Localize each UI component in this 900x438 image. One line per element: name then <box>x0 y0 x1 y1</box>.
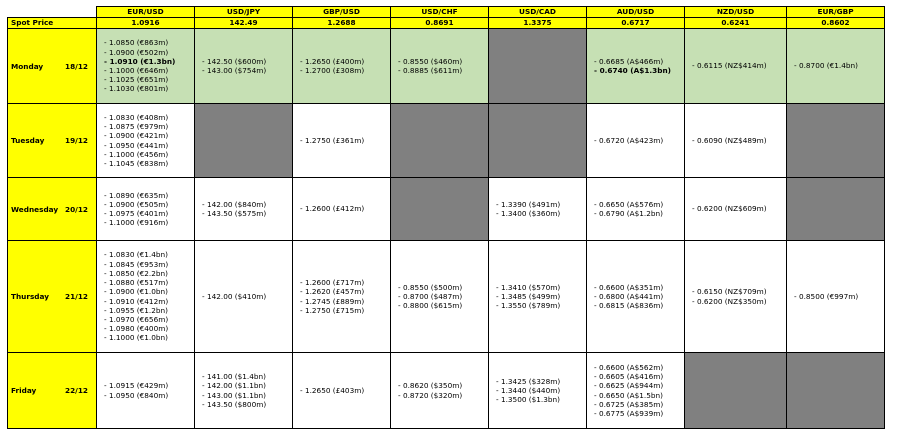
expiry-cell <box>587 241 685 353</box>
expiry-entry: - 1.2600 (£717m) <box>300 278 365 288</box>
expiry-entry: - 143.00 ($754m) <box>202 66 267 75</box>
spot-price-value: 0.8691 <box>391 18 489 29</box>
expiry-entry: - 1.2620 (£457m) <box>300 287 365 297</box>
expiry-entry: - 143.50 ($575m) <box>202 209 267 218</box>
spot-price-value: 1.0916 <box>97 18 195 29</box>
expiry-cell <box>685 104 787 178</box>
expiry-entry: - 0.6790 (A$1.2bn) <box>594 209 663 218</box>
expiry-entry: - 1.3410 ($570m) <box>496 282 561 292</box>
spot-price-value: 1.2688 <box>293 18 391 29</box>
expiry-entry: - 1.3500 ($1.3bn) <box>496 395 561 405</box>
expiry-entry: - 1.2750 (£715m) <box>300 305 365 315</box>
expiry-entry: - 1.0880 (€517m) <box>104 278 169 288</box>
expiry-entry: - 1.0900 (€505m) <box>104 199 169 209</box>
spot-price-label: Spot Price <box>8 18 97 29</box>
expiry-entry: - 0.6600 (A$562m) <box>594 362 664 372</box>
corner-cell <box>8 7 97 18</box>
expiry-entry: - 1.2750 (£361m) <box>300 135 365 145</box>
expiry-entry: - 0.6625 (A$944m) <box>594 381 664 391</box>
day-name: Wednesday <box>11 204 59 214</box>
expiry-entry: - 1.0850 (€2.2bn) <box>104 268 169 278</box>
expiry-cell <box>293 241 391 353</box>
expiry-entry: - 0.6090 (NZ$489m) <box>692 135 767 145</box>
expiry-entry: - 1.0900 (€1.0bn) <box>104 287 169 297</box>
expiry-cell <box>97 353 195 429</box>
expiry-entry: - 1.2650 (£403m) <box>300 385 365 395</box>
day-date: 22/12 <box>65 386 88 395</box>
empty-cell <box>787 104 885 178</box>
expiry-cell <box>293 353 391 429</box>
expiry-entry: - 142.00 ($840m) <box>202 199 267 209</box>
expiry-entry: - 1.0850 (€863m) <box>104 38 169 48</box>
day-row <box>8 241 885 353</box>
expiry-entry: - 1.0910 (€412m) <box>104 296 169 306</box>
expiry-cell <box>97 241 195 353</box>
day-label-cell <box>8 241 97 353</box>
expiry-cell <box>391 353 489 429</box>
expiry-entry: - 0.8700 ($487m) <box>398 291 463 301</box>
col-header: USD/JPY <box>195 7 293 18</box>
expiry-entry: - 1.0890 (€635m) <box>104 190 169 200</box>
expiry-entry: - 0.6685 (A$466m) <box>594 56 664 66</box>
expiry-entry: - 143.50 ($800m) <box>202 399 267 409</box>
day-date: 18/12 <box>65 61 88 71</box>
day-row <box>8 29 885 104</box>
expiry-cell <box>195 353 293 429</box>
expiry-entry: - 1.0900 (€502m) <box>104 47 169 57</box>
expiry-entry: - 142.50 ($600m) <box>202 56 267 66</box>
expiry-entry: - 0.6200 (NZ$350m) <box>692 296 767 306</box>
expiry-cell <box>391 29 489 104</box>
expiry-cell <box>195 29 293 104</box>
expiry-cell <box>293 104 391 178</box>
expiry-entry: - 0.8885 ($611m) <box>398 66 463 75</box>
expiry-cell <box>97 104 195 178</box>
expiry-cell <box>685 29 787 104</box>
day-name: Thursday <box>11 292 49 301</box>
expiry-entry: - 0.6650 (A$576m) <box>594 199 664 209</box>
expiry-entry: - 0.6775 (A$939m) <box>594 408 664 418</box>
expiry-entry: - 1.1030 (€801m) <box>104 84 169 94</box>
expiry-entry: - 1.1000 (€1.0bn) <box>104 333 169 343</box>
expiry-cell <box>587 104 685 178</box>
expiry-entry: - 0.6720 (A$423m) <box>594 135 664 145</box>
expiry-entry: - 1.0975 (€401m) <box>104 209 169 218</box>
day-date: 21/12 <box>65 292 88 301</box>
expiry-entry: - 1.0980 (€400m) <box>104 324 169 334</box>
day-label-cell <box>8 29 97 104</box>
expiry-entry: - 1.1000 (€456m) <box>104 149 169 159</box>
col-header: EUR/GBP <box>787 7 885 18</box>
expiry-entry: - 1.1000 (€646m) <box>104 66 169 75</box>
expiry-cell <box>685 178 787 241</box>
expiry-entry: - 1.1045 (€838m) <box>104 158 169 168</box>
expiry-entry: - 1.0950 (€840m) <box>104 390 169 400</box>
col-header: EUR/USD <box>97 7 195 18</box>
expiry-entry: - 0.6650 (A$1.5bn) <box>594 390 663 400</box>
col-header: NZD/USD <box>685 7 787 18</box>
empty-cell <box>195 104 293 178</box>
expiry-entry: - 0.8550 ($460m) <box>398 56 463 66</box>
expiry-entry: - 142.00 ($1.1bn) <box>202 381 267 391</box>
expiry-entry: - 0.8720 ($320m) <box>398 390 463 400</box>
col-header: USD/CHF <box>391 7 489 18</box>
expiry-entry: - 0.6815 (A$836m) <box>594 301 664 311</box>
expiry-entry: - 1.0875 (€979m) <box>104 122 169 132</box>
expiry-entry: - 1.3440 ($440m) <box>496 385 561 395</box>
expiry-entry: - 1.0900 (€421m) <box>104 131 169 141</box>
expiry-cell <box>587 353 685 429</box>
empty-cell <box>787 178 885 241</box>
empty-cell <box>787 353 885 429</box>
col-header: AUD/USD <box>587 7 685 18</box>
empty-cell <box>685 353 787 429</box>
spot-price-value: 0.8602 <box>787 18 885 29</box>
expiry-entry: - 1.0845 (€953m) <box>104 259 169 269</box>
expiry-entry: - 143.00 ($1.1bn) <box>202 390 267 400</box>
expiry-entry: - 1.2600 (£412m) <box>300 204 365 214</box>
spot-price-value: 142.49 <box>195 18 293 29</box>
expiry-cell <box>787 241 885 353</box>
expiry-cell <box>97 29 195 104</box>
expiry-entry: - 0.6200 (NZ$609m) <box>692 204 767 214</box>
expiry-entry: - 0.8800 ($615m) <box>398 301 463 311</box>
expiry-cell <box>787 29 885 104</box>
expiry-entry: - 0.6150 (NZ$709m) <box>692 287 767 297</box>
spot-price-row <box>8 18 885 29</box>
expiry-entry: - 1.0970 (€656m) <box>104 314 169 324</box>
expiry-entry: - 142.00 ($410m) <box>202 291 267 301</box>
empty-cell <box>391 178 489 241</box>
expiry-cell <box>489 241 587 353</box>
expiry-entry: - 1.0950 (€441m) <box>104 140 169 150</box>
expiry-cell <box>97 178 195 241</box>
expiry-entry: - 0.8500 (€997m) <box>794 291 859 301</box>
expiry-entry: - 0.8550 ($500m) <box>398 282 463 292</box>
expiry-entry: - 1.3390 ($491m) <box>496 199 561 209</box>
expiry-entry: - 1.2745 (£889m) <box>300 296 365 306</box>
day-label-cell <box>8 178 97 241</box>
expiry-entry: - 1.3400 ($360m) <box>496 209 561 218</box>
expiry-entry: - 0.6605 (A$416m) <box>594 372 664 382</box>
expiry-entry: - 1.0915 (€429m) <box>104 381 169 391</box>
header-row <box>8 7 885 18</box>
expiry-cell <box>293 178 391 241</box>
expiry-cell <box>195 241 293 353</box>
expiry-entry: - 0.6725 (A$385m) <box>594 399 664 409</box>
day-label-cell <box>8 104 97 178</box>
empty-cell <box>489 104 587 178</box>
expiry-cell <box>587 29 685 104</box>
spot-price-value: 0.6241 <box>685 18 787 29</box>
expiry-cell <box>293 29 391 104</box>
expiry-cell <box>391 241 489 353</box>
fx-expiries-table <box>7 6 885 429</box>
day-name: Friday <box>11 386 37 395</box>
day-date: 19/12 <box>65 136 88 145</box>
expiry-entry: - 1.3550 ($789m) <box>496 301 561 311</box>
col-header: GBP/USD <box>293 7 391 18</box>
empty-cell <box>391 104 489 178</box>
expiry-cell <box>587 178 685 241</box>
day-date: 20/12 <box>65 204 88 214</box>
day-row <box>8 104 885 178</box>
expiry-entry: - 1.0955 (€1.2bn) <box>104 305 169 315</box>
expiry-entry: - 1.2700 (£308m) <box>300 66 365 75</box>
day-row <box>8 178 885 241</box>
expiry-entry: - 0.8620 ($350m) <box>398 381 463 391</box>
expiry-entry: - 0.6115 (NZ$414m) <box>692 61 767 71</box>
day-name: Monday <box>11 61 44 71</box>
day-name: Tuesday <box>11 136 45 145</box>
expiry-entry: - 1.1000 (€916m) <box>104 218 169 228</box>
expiry-cell <box>489 353 587 429</box>
expiry-entry: - 1.3485 ($499m) <box>496 291 561 301</box>
day-label-cell <box>8 353 97 429</box>
expiry-entry: - 0.6600 (A$351m) <box>594 282 664 292</box>
day-row <box>8 353 885 429</box>
expiry-entry: - 0.6800 (A$441m) <box>594 291 664 301</box>
expiry-entry: - 1.0910 (€1.3bn) <box>104 56 176 66</box>
empty-cell <box>489 29 587 104</box>
expiry-entry: - 141.00 ($1.4bn) <box>202 372 267 382</box>
expiry-entry: - 0.6740 (A$1.3bn) <box>594 66 672 75</box>
expiry-entry: - 0.8700 (€1.4bn) <box>794 61 859 71</box>
expiry-cell <box>195 178 293 241</box>
expiry-entry: - 1.0830 (€1.4bn) <box>104 250 169 260</box>
col-header: USD/CAD <box>489 7 587 18</box>
spot-price-value: 1.3375 <box>489 18 587 29</box>
expiry-entry: - 1.3425 ($328m) <box>496 376 561 386</box>
spot-price-value: 0.6717 <box>587 18 685 29</box>
expiry-entry: - 1.2650 (£400m) <box>300 56 365 66</box>
expiry-entry: - 1.1025 (€651m) <box>104 75 169 85</box>
expiry-cell <box>685 241 787 353</box>
expiry-entry: - 1.0830 (€408m) <box>104 112 169 122</box>
expiry-cell <box>489 178 587 241</box>
